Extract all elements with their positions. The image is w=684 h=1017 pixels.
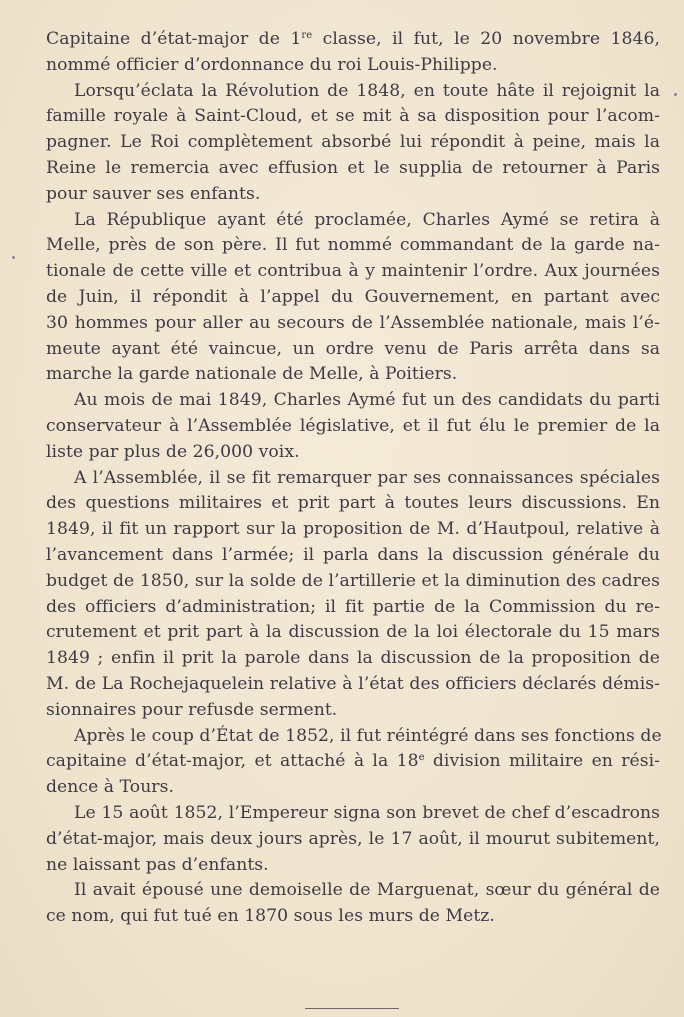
text-line: marche la garde nationale de Melle, à Poitiers. xyxy=(46,364,458,385)
text-line: Après le coup d’État de 1852, il fut réintégré dans ses fonctions de xyxy=(74,725,662,746)
text-line: sionnaires pour refusde serment. xyxy=(46,699,338,720)
bottom-divider-rule xyxy=(305,1008,399,1009)
text-line: conservateur à l’Assemblée législative, et il fut élu le premier de la xyxy=(46,415,660,436)
text-line: A l’Assemblée, il se fit remarquer par ses connaissances spéciales xyxy=(74,467,660,488)
text-line: Capitaine d’état-major de 1re classe, il fut, le 20 novembre 1846, xyxy=(46,29,660,49)
text-line: 1849, il fit un rapport sur la proposition de M. d’Hautpoul, relative à xyxy=(46,519,660,540)
text-line: Le 15 août 1852, l’Empereur signa son brevet de chef d’escadrons xyxy=(74,802,660,823)
text-line: de Juin, il répondit à l’appel du Gouvernement, en partant avec xyxy=(46,286,660,307)
text-line: crutement et prit part à la discussion de la loi électorale du 15 mars xyxy=(46,622,660,643)
text-line: meute ayant été vaincue, un ordre venu de Paris arrêta dans sa xyxy=(46,338,660,359)
text-line: liste par plus de 26,000 voix. xyxy=(46,441,300,462)
text-line: Il avait épousé une demoiselle de Marguenat, sœur du général de xyxy=(74,880,660,901)
text-line: des officiers d’administration; il fit partie de la Commission du re- xyxy=(46,596,660,617)
text-line: tionale de cette ville et contribua à y maintenir l’ordre. Aux journées xyxy=(46,261,660,282)
text-line: Melle, près de son père. Il fut nommé commandant de la garde na- xyxy=(46,235,660,256)
text-line: pour sauver ses enfants. xyxy=(46,183,261,204)
text-line: La République ayant été proclamée, Charles Aymé se retira à xyxy=(74,209,660,230)
text-line: nommé officier d’ordonnance du roi Louis-Philippe. xyxy=(46,54,498,75)
text-line: 1849 ; enfin il prit la parole dans la discussion de la proposition de xyxy=(46,648,660,669)
text-line: ce nom, qui fut tué en 1870 sous les murs de Metz. xyxy=(46,906,495,927)
ordinal-suffix: re xyxy=(301,30,313,41)
text-line: 30 hommes pour aller au secours de l’Assemblée nationale, mais l’é- xyxy=(46,312,660,333)
text-line: Lorsqu’éclata la Révolution de 1848, en toute hâte il rejoignit la xyxy=(74,80,660,101)
text-line: l’avancement dans l’armée; il parla dans la discussion générale du xyxy=(46,544,660,565)
text-line: capitaine d’état-major, et attaché à la 18e division militaire en rési- xyxy=(46,751,660,772)
text-line: budget de 1850, sur la solde de l’artillerie et la diminution des cadres xyxy=(46,570,660,591)
body-text xyxy=(46,27,660,930)
margin-speck-mark xyxy=(12,256,15,259)
margin-speck-mark xyxy=(674,93,677,96)
text-line: ne laissant pas d’enfants. xyxy=(46,854,269,875)
text-line: pagner. Le Roi complètement absorbé lui répondit à peine, mais la xyxy=(46,132,660,153)
text-line: Reine le remercia avec effusion et le supplia de retourner à Paris xyxy=(46,157,660,178)
text-line: des questions militaires et prit part à toutes leurs discussions. En xyxy=(46,493,660,514)
ordinal-suffix: e xyxy=(418,752,425,764)
text-line: famille royale à Saint-Cloud, et se mit à sa disposition pour l’acom- xyxy=(46,106,660,127)
text-line: M. de La Rochejaquelein relative à l’état des officiers déclarés démis- xyxy=(46,673,660,694)
text-line: dence à Tours. xyxy=(46,777,174,798)
text-line: d’état-major, mais deux jours après, le 17 août, il mourut subitement, xyxy=(46,828,660,849)
text-line: Au mois de mai 1849, Charles Aymé fut un des candidats du parti xyxy=(74,390,660,411)
